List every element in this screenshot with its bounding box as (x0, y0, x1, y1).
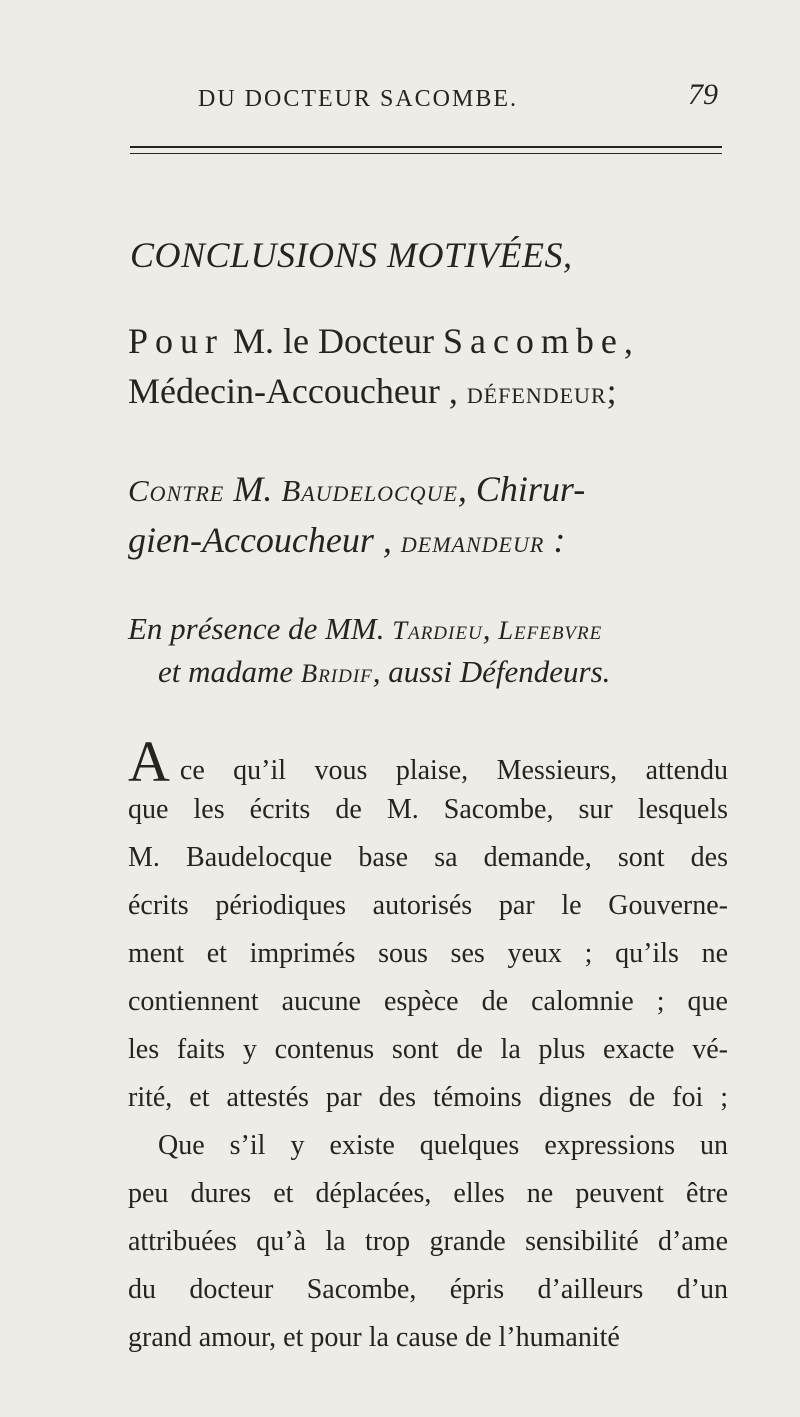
pour-profession: Médecin-Accoucheur , (128, 371, 458, 411)
pour-role-line (128, 370, 617, 412)
section-title: CONCLUSIONS MOTIVÉES, (130, 235, 573, 275)
contre-role: demandeur (400, 524, 545, 559)
contre-role-line (128, 519, 565, 561)
contre-line (128, 468, 585, 510)
presence-name-2: Lefebvre (498, 615, 603, 645)
drop-cap: A (128, 729, 170, 794)
body-line-9: Que s’il y existe quelques expressions un (158, 1130, 728, 1161)
body-line-7: les faits y contenus sont de la plus exacte vé- (128, 1034, 728, 1065)
body-line-11: attribuées qu’à la trop grande sensibilité d’ame (128, 1226, 728, 1257)
body-line-2: que les écrits de M. Sacombe, sur lesquels (128, 794, 728, 825)
running-head: DU DOCTEUR SACOMBE. (198, 86, 519, 112)
presence-line-2 (158, 654, 610, 690)
pour-label: Pour (128, 321, 225, 361)
contre-title: M. (233, 469, 273, 509)
body-line-4: écrits périodiques autorisés par le Gouverne- (128, 890, 728, 921)
presence-line2-suffix: , aussi Défendeurs. (372, 654, 611, 689)
pour-line (128, 320, 633, 362)
double-rule-divider (130, 146, 722, 154)
pour-punct: , (623, 321, 633, 361)
page-number: 79 (688, 78, 718, 111)
presence-comma: , (482, 611, 491, 646)
contre-after: , Chirur- (457, 469, 586, 509)
contre-role-punct: : (544, 520, 566, 560)
contre-label: Contre (128, 473, 225, 508)
contre-profession: gien-Accoucheur , (128, 520, 392, 560)
body-line-6: contiennent aucune espèce de calomnie ; que (128, 986, 728, 1017)
pour-role: défendeur (466, 375, 607, 410)
body-line-10: peu dures et déplacées, elles ne peuvent être (128, 1178, 728, 1209)
pour-name: Sacombe (442, 321, 624, 361)
body-line-13: grand amour, et pour la cause de l’humanité (128, 1322, 620, 1353)
body-line-8: rité, et attestés par des témoins dignes de foi ; (128, 1082, 728, 1113)
pour-role-punct: ; (606, 371, 617, 411)
body-line-3: M. Baudelocque base sa demande, sont des (128, 842, 728, 873)
contre-name: Baudelocque (281, 473, 458, 508)
presence-line (128, 611, 602, 647)
pour-title: M. le Docteur (233, 321, 434, 361)
presence-name-1: Tardieu (392, 615, 483, 645)
presence-line2-prefix: et madame (158, 654, 294, 689)
body-line-12: du docteur Sacombe, épris d’ailleurs d’un (128, 1274, 728, 1305)
presence-name-3: Bridif (300, 658, 373, 688)
body-line-5: ment et imprimés sous ses yeux ; qu’ils ne (128, 938, 728, 969)
presence-prefix: En présence de MM. (128, 611, 385, 646)
body-text: ce qu’il vous plaise, Messieurs, attendu (179, 755, 728, 786)
